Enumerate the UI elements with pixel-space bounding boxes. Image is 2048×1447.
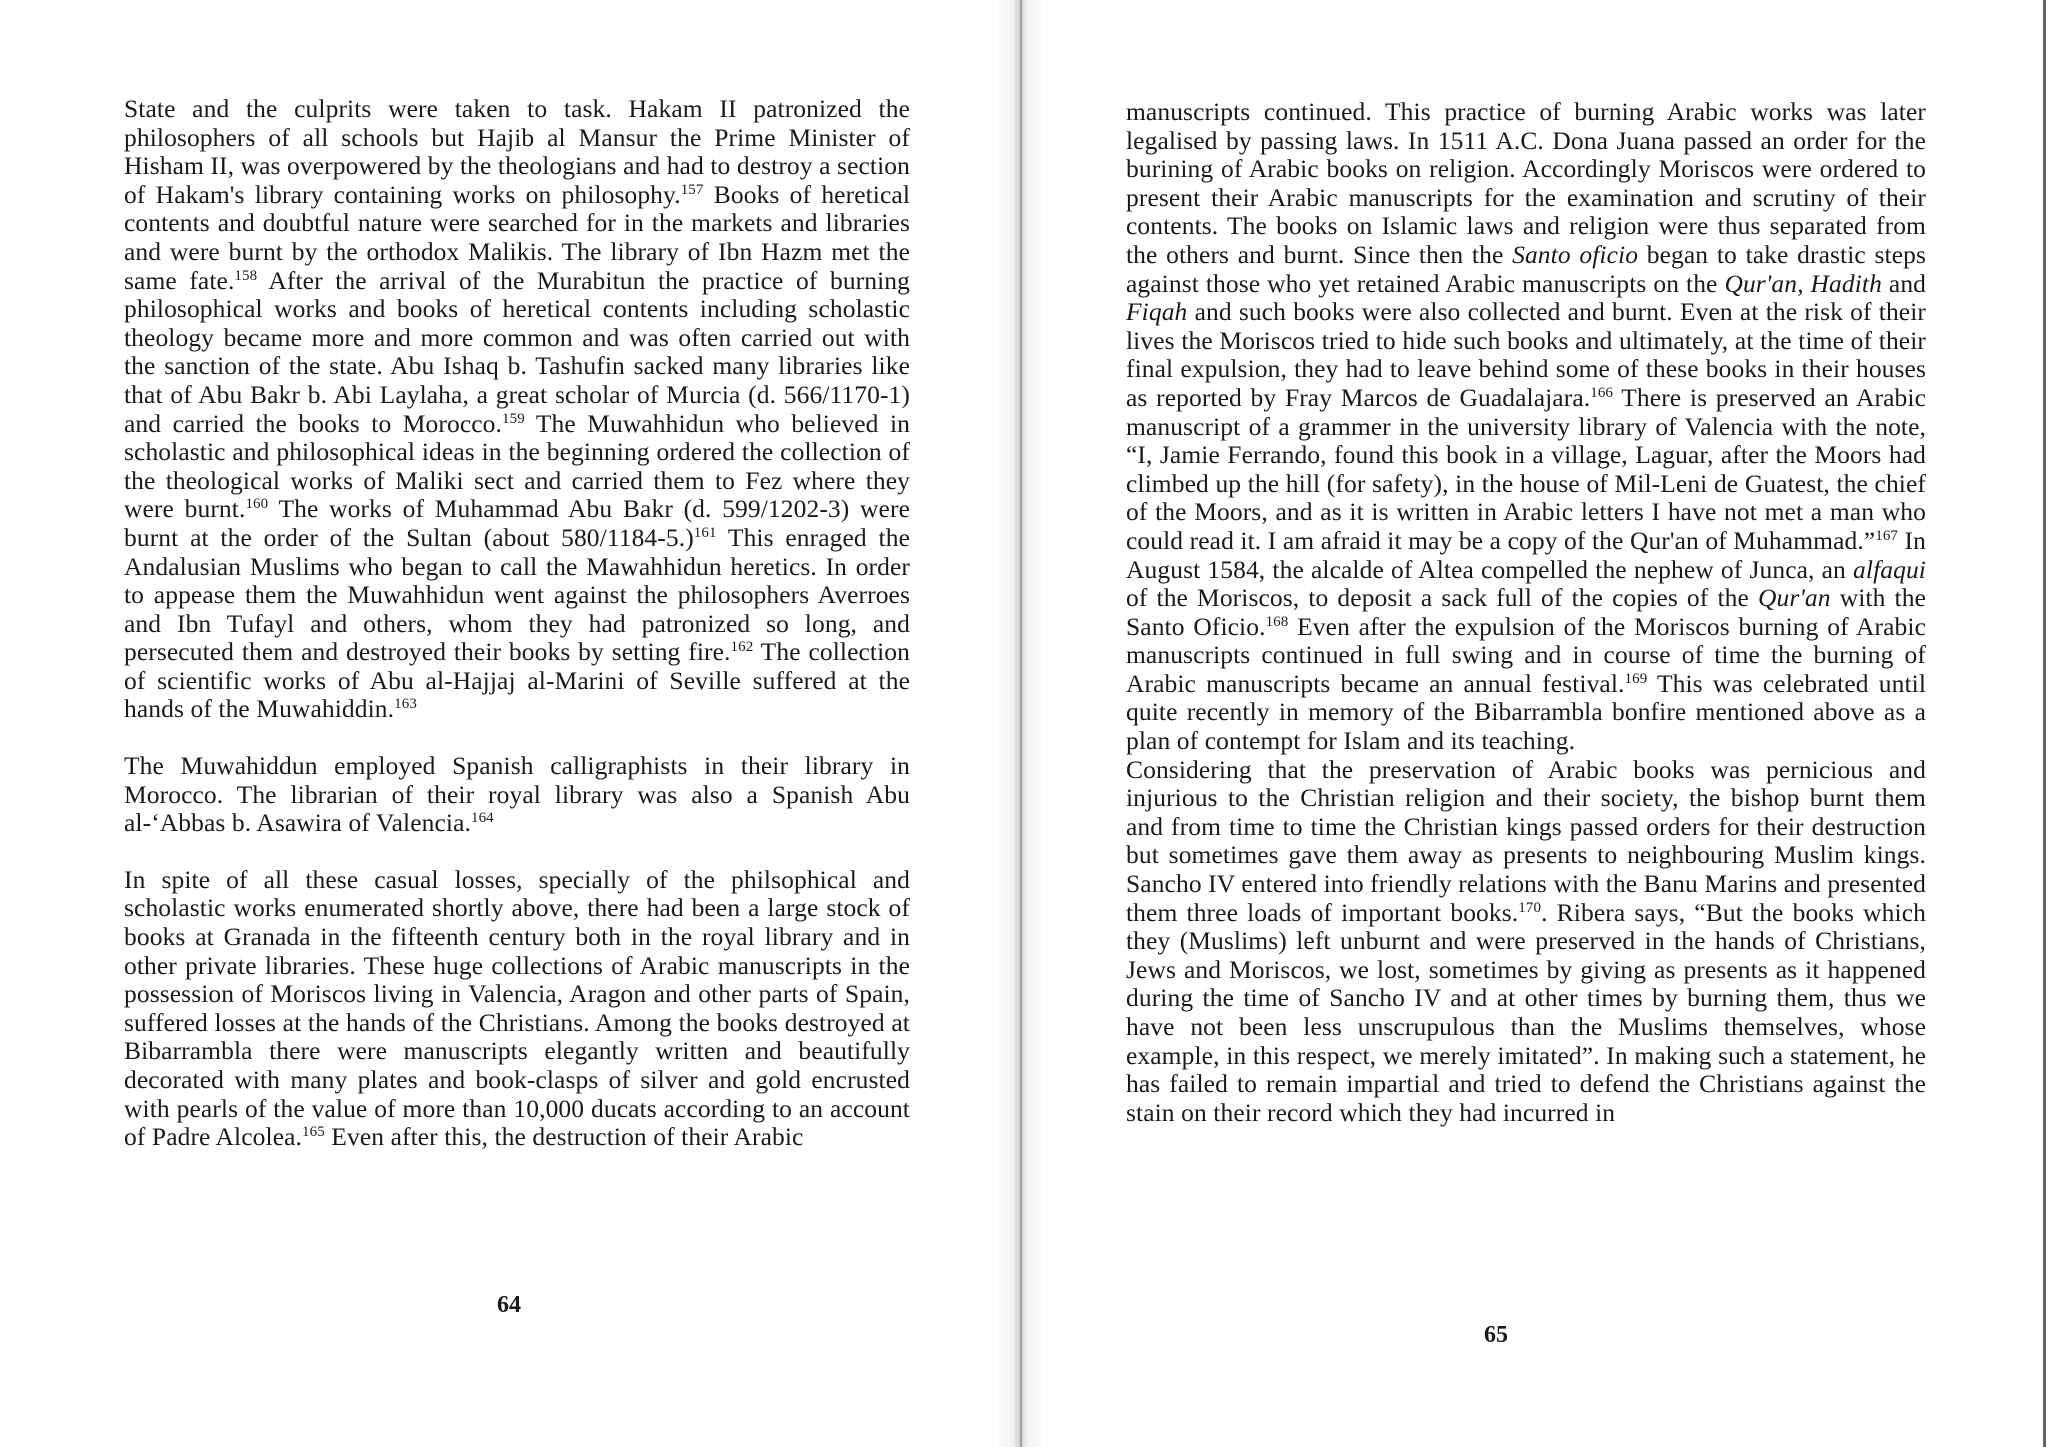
footnote-marker: 158 [234, 267, 258, 284]
italic-term: Qur'an, Hadith [1724, 268, 1882, 298]
italic-term: Qur'an [1757, 583, 1831, 613]
footnote-marker: 164 [470, 810, 494, 827]
text-run: of the Moriscos, to deposit a sack full of the copies of the [1126, 583, 1758, 613]
text-run: and [1881, 268, 1927, 298]
footnote-marker: 169 [1624, 670, 1648, 687]
footnote-marker: 170 [1518, 899, 1542, 916]
text-run: After the arrival of the Murabitun the practice of burning philosophical works and books of heretical contents including scholastic theology became more and more common and was often carried out with the sanction of the state. Abu Ishaq b. Tashufin sacked many libraries like that of Abu Bakr b. Abi Laylaha, a great scholar of Murcia (d. 566/1170-1) and carried the books to Morocco. [124, 265, 910, 438]
page-edge-border [2043, 0, 2046, 1447]
text-run: The works of Muhammad Abu Bakr (d. 599/1202-3) were burnt at the order of the Sultan (about 580/1184-5.) [124, 494, 910, 552]
text-run: There is preserved an Arabic manuscript of a grammer in the university library of Valencia with the note, “I, Jamie Ferrando, found this book in a village, Laguar, after the Moors had climbed up the hill (for safety), in the house of Mil-Leni de Guatest, the chief of the Moors, and as it is written in Arabic letters I have not met a man who could read it. I am afraid it may be a copy of the Qur'an of Muhammad.” [1126, 382, 1926, 555]
text-run: In spite of all these casual losses, specially of the philsophical and scholastic works enumerated shortly above, there had been a large stock of books at Granada in the fifteenth century both in the royal library and in other private libraries. These huge collections of Arabic manuscripts in the possession of Moriscos living in Valencia, Aragon and other parts of Spain, suffered losses at the hands of the Christians. Among the books destroyed at Bibarrambla there were manuscripts elegantly written and beautifully decorated with many plates and book-clasps of silver and gold encrusted with pearls of the value of more than 10,000 ducats according to an account of Padre Alcolea. [124, 864, 910, 1152]
right-paragraph-1 [1126, 98, 1926, 756]
text-run: This was celebrated until quite recently in memory of the Bibarrambla bonfire mentioned above as a plan of contempt for Islam and its teaching. [1126, 668, 1926, 756]
footnote-marker: 161 [693, 524, 717, 541]
text-run: with the Santo Oficio. [1126, 583, 1926, 641]
text-run: manuscripts continued. This practice of burning Arabic works was later legalised by passing laws. In 1511 A.C. Dona Juana passed an order for the burining of Arabic books on religion. Accordingly Moriscos were ordered to present their Arabic manuscripts for the examination and scrutiny of their contents. The books on Islamic laws and religion were thus separated from the others and burnt. Since then the [1126, 97, 1926, 269]
footnote-marker: 159 [502, 410, 525, 427]
footnote-marker: 163 [394, 696, 417, 713]
right-page [1020, 0, 2048, 1447]
text-run: Books of heretical contents and doubtful nature were searched for in the markets and libraries and were burnt by the orthodox Malikis. The library of Ibn Hazm met the same fate. [124, 179, 911, 295]
left-page-text [124, 95, 910, 1152]
footnote-marker: 162 [730, 639, 754, 656]
footnote-marker: 160 [245, 496, 269, 513]
text-run: Even after the expulsion of the Moriscos burning of Arabic manuscripts continued in full swing and in course of time the burning of Arabic manuscripts became an annual festival. [1126, 611, 1926, 698]
text-run: Considering that the preservation of Arabic books was pernicious and injurious to the Christian religion and their society, the bishop burnt them and from time to time the Christian kings passed orders for their destruction but sometimes gave them away as presents to neighbouring Muslim kings. Sancho IV entered into friendly relations with the Banu Marins and presented them three loads of important books. [1126, 754, 1926, 927]
text-run: and such books were also collected and burnt. Even at the risk of their lives the Moriscos tried to hide such books and ultimately, at the time of their final expulsion, they had to leave behind some of these books in their houses as reported by Fray Marcos de Guadalajara. [1126, 297, 1926, 412]
text-run: began to take drastic steps against those who yet retained Arabic manuscripts on the [1126, 239, 1927, 298]
right-paragraph-2 [1126, 756, 1926, 1128]
italic-term: alfaqui [1853, 554, 1926, 584]
text-run: . Ribera says, “But the books which they (Muslims) left unburnt and were preserved in the hands of Christians, Jews and Moriscos, we lost, sometimes by giving as presents as it happened during the time of Sancho IV and at other times by burning them, thus we have not been less unscrupulous than the Muslims themselves, whose example, in this respect, we merely imitated”. In making such a statement, he has failed to remain impartial and tried to defend the Christians against the stain on their record which they had incurred in [1126, 897, 1926, 1127]
text-run: The collection of scientific works of Abu al-Hajjaj al-Marini of Seville suffered at the hands of the Muwahiddin. [124, 637, 910, 724]
footnote-marker: 165 [302, 1124, 325, 1141]
page-number-right: 65 [1484, 1322, 1508, 1348]
text-run: State and the culprits were taken to task. Hakam II patronized the philosophers of all schools but Hajib al Mansur the Prime Minister of Hisham II, was overpowered by the theologians and had to destroy a section of Hakam's library containing works on philosophy. [124, 94, 910, 209]
italic-term: Fiqah [1126, 297, 1188, 327]
footnote-marker: 157 [680, 181, 704, 198]
text-run: The Muwahiddun employed Spanish calligraphists in their library in Morocco. The librarian of their royal library was also a Spanish Abu al-‘Abbas b. Asawira of Valencia. [124, 751, 910, 838]
text-run: This enraged the Andalusian Muslims who began to call the Mawahhidun heretics. In order to appease them the Muwahhidun went against the philosophers Averroes and Ibn Tufayl and others, whom they had patronized so long, and persecuted them and destroyed their books by setting fire. [124, 522, 910, 667]
text-run: Even after this, the destruction of their Arabic [324, 1122, 804, 1152]
right-page-text [1126, 98, 1926, 1127]
text-run: The Muwahhidun who believed in scholastic and philosophical ideas in the beginning ordered the collection of the theological works of Maliki sect and carried them to Fez where they were burnt. [124, 408, 911, 524]
footnote-marker: 166 [1590, 384, 1614, 401]
left-page [0, 0, 1020, 1447]
text-run: In August 1584, the alcalde of Altea compelled the nephew of Junca, an [1126, 525, 1926, 584]
footnote-marker: 167 [1875, 527, 1899, 544]
left-paragraph-1 [124, 95, 910, 724]
page-number-left: 64 [497, 1292, 521, 1318]
italic-term: Santo oficio [1512, 239, 1639, 269]
left-paragraph-3 [124, 866, 910, 1152]
footnote-marker: 168 [1265, 613, 1289, 630]
left-paragraph-2 [124, 752, 910, 838]
